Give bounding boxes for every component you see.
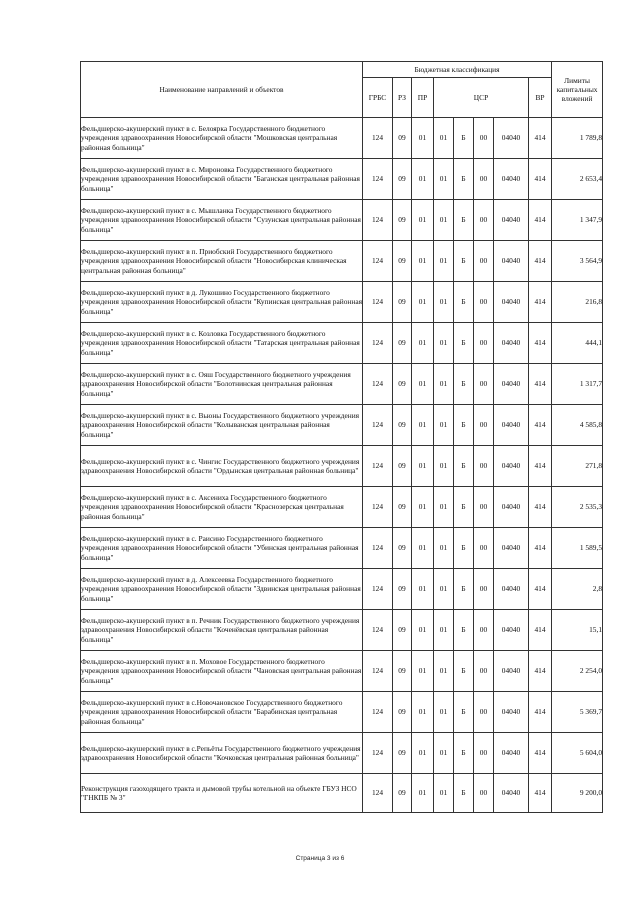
- row-csr-main: 00: [474, 282, 494, 323]
- row-vr: 414: [529, 241, 552, 282]
- row-rz: 09: [393, 446, 412, 487]
- row-csr-program: 01: [434, 200, 454, 241]
- row-vr: 414: [529, 610, 552, 651]
- header-name: Наименование направлений и объектов: [81, 62, 363, 118]
- row-csr-program: 01: [434, 405, 454, 446]
- row-csr-program: 01: [434, 774, 454, 813]
- row-csr-program: 01: [434, 323, 454, 364]
- table-row: [81, 487, 603, 528]
- header-limits: Лимиты капитальных вложений: [552, 62, 603, 118]
- row-csr-main: 00: [474, 774, 494, 813]
- row-csr-direction: 04040: [494, 569, 529, 610]
- row-pr: 01: [412, 200, 434, 241]
- table-row: [81, 118, 603, 159]
- row-csr-program: 01: [434, 692, 454, 733]
- row-rz: 09: [393, 200, 412, 241]
- row-csr-main: 00: [474, 446, 494, 487]
- row-name: Фельдшерско-акушерский пункт в с. Раисино Государственного бюджетного учреждения здравоохранения Новосибирской области "Убинская центральная районная больница": [81, 528, 363, 569]
- row-rz: 09: [393, 569, 412, 610]
- row-vr: 414: [529, 446, 552, 487]
- row-csr-subprogram: Б: [454, 528, 474, 569]
- row-csr-subprogram: Б: [454, 610, 474, 651]
- row-grbs: 124: [363, 364, 393, 405]
- row-grbs: 124: [363, 241, 393, 282]
- row-name: Фельдшерско-акушерский пункт в д. Алексеевка Государственного бюджетного учреждения здравоохранения Новосибирской области "Здвинская центральная районная больница": [81, 569, 363, 610]
- row-csr-direction: 04040: [494, 610, 529, 651]
- header-csr: ЦСР: [434, 78, 529, 118]
- row-rz: 09: [393, 528, 412, 569]
- row-csr-main: 00: [474, 241, 494, 282]
- table-row: [81, 405, 603, 446]
- header-grbs: ГРБС: [363, 78, 393, 118]
- row-limit: 1 317,7: [552, 364, 603, 405]
- table-body: [81, 118, 603, 813]
- row-vr: 414: [529, 118, 552, 159]
- table-row: [81, 651, 603, 692]
- row-limit: 1 789,8: [552, 118, 603, 159]
- row-csr-direction: 04040: [494, 774, 529, 813]
- row-grbs: 124: [363, 569, 393, 610]
- row-pr: 01: [412, 733, 434, 774]
- row-rz: 09: [393, 405, 412, 446]
- row-limit: 1 589,5: [552, 528, 603, 569]
- row-pr: 01: [412, 692, 434, 733]
- row-csr-program: 01: [434, 487, 454, 528]
- row-csr-program: 01: [434, 569, 454, 610]
- row-csr-main: 00: [474, 733, 494, 774]
- row-pr: 01: [412, 241, 434, 282]
- row-csr-main: 00: [474, 159, 494, 200]
- row-limit: 2 653,4: [552, 159, 603, 200]
- row-limit: 5 369,7: [552, 692, 603, 733]
- row-grbs: 124: [363, 405, 393, 446]
- row-csr-direction: 04040: [494, 118, 529, 159]
- header-vr: ВР: [529, 78, 552, 118]
- row-vr: 414: [529, 364, 552, 405]
- row-csr-direction: 04040: [494, 528, 529, 569]
- row-vr: 414: [529, 159, 552, 200]
- table-row: [81, 200, 603, 241]
- row-csr-program: 01: [434, 364, 454, 405]
- row-csr-subprogram: Б: [454, 241, 474, 282]
- row-csr-direction: 04040: [494, 200, 529, 241]
- row-pr: 01: [412, 774, 434, 813]
- row-grbs: 124: [363, 733, 393, 774]
- row-csr-direction: 04040: [494, 282, 529, 323]
- row-pr: 01: [412, 118, 434, 159]
- row-csr-subprogram: Б: [454, 569, 474, 610]
- row-pr: 01: [412, 405, 434, 446]
- table-row: [81, 323, 603, 364]
- row-name: Фельдшерско-акушерский пункт в с. Мышланка Государственного бюджетного учреждения здравоохранения Новосибирской области "Сузунская центральная районная больница": [81, 200, 363, 241]
- row-pr: 01: [412, 487, 434, 528]
- row-csr-subprogram: Б: [454, 159, 474, 200]
- row-rz: 09: [393, 692, 412, 733]
- row-csr-main: 00: [474, 528, 494, 569]
- row-limit: 2 254,0: [552, 651, 603, 692]
- row-csr-subprogram: Б: [454, 692, 474, 733]
- row-grbs: 124: [363, 200, 393, 241]
- row-csr-main: 00: [474, 323, 494, 364]
- row-csr-direction: 04040: [494, 364, 529, 405]
- table-row: [81, 282, 603, 323]
- row-limit: 2 535,3: [552, 487, 603, 528]
- row-csr-main: 00: [474, 364, 494, 405]
- row-csr-main: 00: [474, 569, 494, 610]
- row-csr-direction: 04040: [494, 159, 529, 200]
- header-budget-classification: Бюджетная классификация: [363, 62, 552, 78]
- table-row: [81, 241, 603, 282]
- table-row: [81, 446, 603, 487]
- row-csr-main: 00: [474, 610, 494, 651]
- row-pr: 01: [412, 446, 434, 487]
- table-row: [81, 733, 603, 774]
- row-rz: 09: [393, 118, 412, 159]
- row-csr-direction: 04040: [494, 241, 529, 282]
- row-rz: 09: [393, 282, 412, 323]
- row-grbs: 124: [363, 692, 393, 733]
- row-vr: 414: [529, 733, 552, 774]
- row-csr-subprogram: Б: [454, 323, 474, 364]
- row-vr: 414: [529, 323, 552, 364]
- table-row: [81, 159, 603, 200]
- row-vr: 414: [529, 405, 552, 446]
- row-csr-direction: 04040: [494, 692, 529, 733]
- row-limit: 9 200,0: [552, 774, 603, 813]
- row-limit: 15,1: [552, 610, 603, 651]
- row-csr-main: 00: [474, 118, 494, 159]
- row-csr-main: 00: [474, 200, 494, 241]
- row-grbs: 124: [363, 282, 393, 323]
- row-pr: 01: [412, 323, 434, 364]
- table-row: [81, 610, 603, 651]
- row-limit: 4 585,8: [552, 405, 603, 446]
- row-name: Фельдшерско-акушерский пункт в с. Белоярка Государственного бюджетного учреждения здравоохранения Новосибирской области "Мошковская центральная районная больница": [81, 118, 363, 159]
- row-rz: 09: [393, 487, 412, 528]
- row-name: Фельдшерско-акушерский пункт в с. Чингис Государственного бюджетного учреждения здравоохранения Новосибирской области "Ордынская центральная районная больница": [81, 446, 363, 487]
- row-csr-program: 01: [434, 118, 454, 159]
- row-csr-program: 01: [434, 241, 454, 282]
- row-grbs: 124: [363, 774, 393, 813]
- row-csr-subprogram: Б: [454, 118, 474, 159]
- row-name: Фельдшерско-акушерский пункт в п. Речник Государственного бюджетного учреждения здравоохранения Новосибирской области "Коченёвская центральная районная больница": [81, 610, 363, 651]
- row-name: Фельдшерско-акушерский пункт в с. Ояш Государственного бюджетного учреждения здравоохранения Новосибирской области "Болотнинская центральная районная больница": [81, 364, 363, 405]
- row-name: Фельдшерско-акушерский пункт в с. Козловка Государственного бюджетного учреждения здравоохранения Новосибирской области "Татарская центральная районная больница": [81, 323, 363, 364]
- row-rz: 09: [393, 241, 412, 282]
- row-limit: 2,8: [552, 569, 603, 610]
- row-name: Фельдшерско-акушерский пункт в д. Лукошино Государственного бюджетного учреждения здравоохранения Новосибирской области "Купинская центральная районная больница": [81, 282, 363, 323]
- table-row: [81, 692, 603, 733]
- row-pr: 01: [412, 282, 434, 323]
- row-limit: 5 604,0: [552, 733, 603, 774]
- row-name: Фельдшерско-акушерский пункт в п. Моховое Государственного бюджетного учреждения здравоохранения Новосибирской области "Чановская центральная районная больница": [81, 651, 363, 692]
- row-name: Реконструкция газоходящего тракта и дымовой трубы котельной на объекте ГБУЗ НСО "ГНКПБ № 3": [81, 774, 363, 813]
- row-rz: 09: [393, 610, 412, 651]
- row-name: Фельдшерско-акушерский пункт в п. Приобский Государственного бюджетного учреждения здравоохранения Новосибирской области "Новосибирская клиническая центральная районная больница": [81, 241, 363, 282]
- row-name: Фельдшерско-акушерский пункт в с. Аксениха Государственного бюджетного учреждения здравоохранения Новосибирской области "Краснозерская центральная районная больница": [81, 487, 363, 528]
- row-csr-direction: 04040: [494, 446, 529, 487]
- row-csr-direction: 04040: [494, 487, 529, 528]
- row-csr-direction: 04040: [494, 733, 529, 774]
- table-row: [81, 569, 603, 610]
- row-vr: 414: [529, 200, 552, 241]
- table-header: [81, 62, 603, 118]
- row-limit: 3 564,9: [552, 241, 603, 282]
- row-csr-main: 00: [474, 651, 494, 692]
- row-csr-program: 01: [434, 610, 454, 651]
- row-csr-main: 00: [474, 692, 494, 733]
- row-pr: 01: [412, 610, 434, 651]
- row-pr: 01: [412, 569, 434, 610]
- row-vr: 414: [529, 692, 552, 733]
- row-grbs: 124: [363, 159, 393, 200]
- row-csr-subprogram: Б: [454, 282, 474, 323]
- row-rz: 09: [393, 159, 412, 200]
- row-csr-program: 01: [434, 282, 454, 323]
- row-name: Фельдшерско-акушерский пункт в с.Репьёты Государственного бюджетного учреждения здравоохранения Новосибирской области "Кочковская центральная районная больница": [81, 733, 363, 774]
- row-csr-subprogram: Б: [454, 487, 474, 528]
- page-number: Страница 3 из 6: [295, 855, 345, 862]
- row-limit: 216,8: [552, 282, 603, 323]
- row-csr-subprogram: Б: [454, 200, 474, 241]
- row-pr: 01: [412, 651, 434, 692]
- table-row: [81, 364, 603, 405]
- row-csr-main: 00: [474, 487, 494, 528]
- row-csr-subprogram: Б: [454, 446, 474, 487]
- row-csr-subprogram: Б: [454, 364, 474, 405]
- row-grbs: 124: [363, 487, 393, 528]
- row-csr-direction: 04040: [494, 405, 529, 446]
- row-rz: 09: [393, 774, 412, 813]
- row-grbs: 124: [363, 610, 393, 651]
- row-csr-main: 00: [474, 405, 494, 446]
- table-row: [81, 774, 603, 813]
- row-vr: 414: [529, 282, 552, 323]
- row-rz: 09: [393, 364, 412, 405]
- row-vr: 414: [529, 774, 552, 813]
- row-name: Фельдшерско-акушерский пункт в с. Вьюны Государственного бюджетного учреждения здравоохранения Новосибирской области "Колыванская центральная районная больница": [81, 405, 363, 446]
- row-csr-program: 01: [434, 651, 454, 692]
- row-vr: 414: [529, 569, 552, 610]
- row-grbs: 124: [363, 651, 393, 692]
- header-pr: ПР: [412, 78, 434, 118]
- row-pr: 01: [412, 528, 434, 569]
- row-rz: 09: [393, 323, 412, 364]
- row-csr-program: 01: [434, 528, 454, 569]
- header-rz: РЗ: [393, 78, 412, 118]
- row-grbs: 124: [363, 323, 393, 364]
- row-rz: 09: [393, 733, 412, 774]
- budget-table: [80, 61, 603, 813]
- row-limit: 271,8: [552, 446, 603, 487]
- row-csr-subprogram: Б: [454, 651, 474, 692]
- row-grbs: 124: [363, 528, 393, 569]
- row-vr: 414: [529, 651, 552, 692]
- row-name: Фельдшерско-акушерский пункт в с.Новочановское Государственного бюджетного учреждения здравоохранения Новосибирской области "Барабинская центральная районная больница": [81, 692, 363, 733]
- table-row: [81, 528, 603, 569]
- row-grbs: 124: [363, 118, 393, 159]
- row-pr: 01: [412, 159, 434, 200]
- row-csr-direction: 04040: [494, 323, 529, 364]
- row-rz: 09: [393, 651, 412, 692]
- row-grbs: 124: [363, 446, 393, 487]
- row-csr-program: 01: [434, 733, 454, 774]
- row-csr-subprogram: Б: [454, 405, 474, 446]
- row-csr-program: 01: [434, 446, 454, 487]
- row-pr: 01: [412, 364, 434, 405]
- row-csr-subprogram: Б: [454, 733, 474, 774]
- row-csr-direction: 04040: [494, 651, 529, 692]
- row-csr-subprogram: Б: [454, 774, 474, 813]
- row-name: Фельдшерско-акушерский пункт в с. Мироновка Государственного бюджетного учреждения здравоохранения Новосибирской области "Баганская центральная районная больница": [81, 159, 363, 200]
- row-vr: 414: [529, 528, 552, 569]
- row-limit: 1 347,9: [552, 200, 603, 241]
- row-limit: 444,1: [552, 323, 603, 364]
- row-vr: 414: [529, 487, 552, 528]
- row-csr-program: 01: [434, 159, 454, 200]
